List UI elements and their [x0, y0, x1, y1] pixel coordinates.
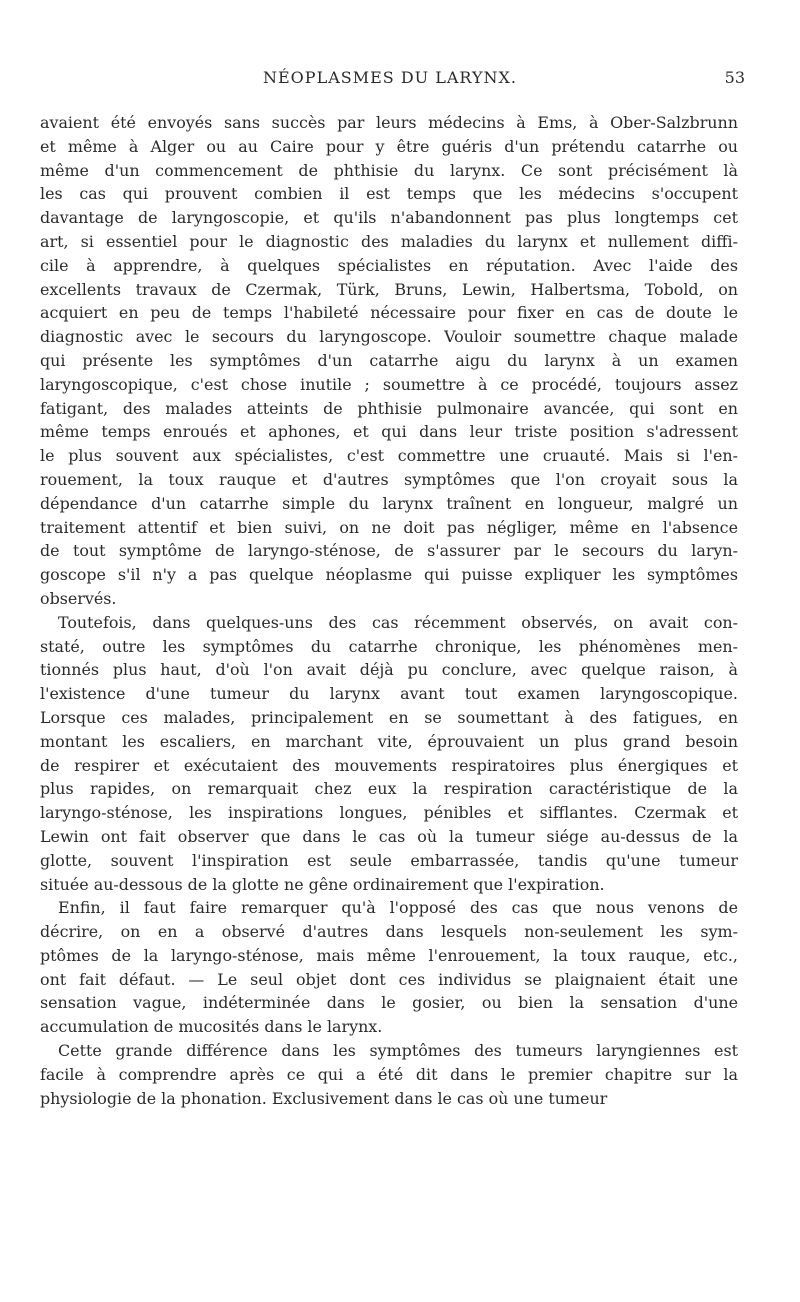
text-line: de tout symptôme de laryngo-sténose, de s'assurer par le secours du laryn- [40, 541, 738, 561]
text-line: art, si essentiel pour le diagnostic des maladies du larynx et nullement diffi- [40, 231, 738, 251]
text-line: située au-dessous de la glotte ne gêne ordinairement que l'expiration. [40, 874, 605, 894]
text-line: l'existence d'une tumeur du larynx avant tout examen laryngoscopique. [40, 684, 738, 704]
text-line: rouement, la toux rauque et d'autres symptômes que l'on croyait sous la [40, 469, 738, 489]
text-line: cile à apprendre, à quelques spécialistes en réputation. Avec l'aide des [40, 255, 738, 275]
text-line: les cas qui prouvent combien il est temps que les médecins s'occupent [40, 184, 738, 204]
text-line: Lewin ont fait observer que dans le cas où la tumeur siége au-dessus de la [40, 826, 738, 846]
text-line: fatigant, des malades atteints de phthisie pulmonaire avancée, qui sont en [40, 398, 738, 418]
text-line: et même à Alger ou au Caire pour y être guéris d'un prétendu catarrhe ou [40, 136, 738, 156]
text-line: staté, outre les symptômes du catarrhe chronique, les phénomènes men- [40, 636, 738, 656]
text-line: dépendance d'un catarrhe simple du larynx traînent en longueur, malgré un [40, 493, 738, 513]
text-line: davantage de laryngoscopie, et qu'ils n'abandonnent pas plus longtemps cet [40, 208, 738, 228]
text-line: sensation vague, indéterminée dans le gosier, ou bien la sensation d'une [40, 993, 738, 1013]
text-line: montant les escaliers, en marchant vite, éprouvaient un plus grand besoin [40, 731, 738, 751]
text-line: même d'un commencement de phthisie du larynx. Ce sont précisément là [40, 160, 738, 180]
running-title: NÉOPLASMES DU LARYNX. [263, 68, 517, 87]
paragraph [40, 1039, 738, 1110]
text-line: accumulation de mucosités dans le larynx. [40, 1017, 383, 1037]
text-line: le plus souvent aux spécialistes, c'est commettre une cruauté. Mais si l'en- [40, 446, 738, 466]
text-line: facile à comprendre après ce qui a été dit dans le premier chapitre sur la [40, 1064, 738, 1084]
text-line: goscope s'il n'y a pas quelque néoplasme qui puisse expliquer les symptômes [40, 565, 738, 585]
text-line: laryngo-sténose, les inspirations longues, pénibles et sifflantes. Czermak et [40, 803, 738, 823]
text-line: Enfin, il faut faire remarquer qu'à l'opposé des cas que nous venons de [58, 898, 738, 918]
text-line: décrire, on en a observé d'autres dans lesquels non-seulement les sym- [40, 922, 738, 942]
text-line: traitement attentif et bien suivi, on ne doit pas négliger, même en l'absence [40, 517, 738, 537]
text-line: même temps enroués et aphones, et qui dans leur triste position s'adressent [40, 422, 738, 442]
page-header [40, 68, 745, 92]
text-line: laryngoscopique, c'est chose inutile ; soumettre à ce procédé, toujours assez [40, 374, 738, 394]
text-line: tionnés plus haut, d'où l'on avait déjà pu conclure, avec quelque raison, à [40, 660, 738, 680]
paragraph [40, 111, 738, 611]
text-line: ont fait défaut. — Le seul objet dont ces individus se plaignaient était une [40, 969, 738, 989]
text-line: plus rapides, on remarquait chez eux la respiration caractéristique de la [40, 779, 738, 799]
text-line: Lorsque ces malades, principalement en se soumettant à des fatigues, en [40, 707, 738, 727]
text-line: diagnostic avec le secours du laryngoscope. Vouloir soumettre chaque malade [40, 327, 738, 347]
text-line: ptômes de la laryngo-sténose, mais même l'enrouement, la toux rauque, etc., [40, 945, 738, 965]
body-text [40, 111, 738, 1110]
text-line: Toutefois, dans quelques-uns des cas récemment observés, on avait con- [58, 612, 738, 632]
text-line: avaient été envoyés sans succès par leurs médecins à Ems, à Ober-Salzbrunn [40, 113, 738, 132]
text-line: Cette grande différence dans les symptômes des tumeurs laryngiennes est [58, 1041, 738, 1061]
text-line: qui présente les symptômes d'un catarrhe aigu du larynx à un examen [40, 350, 738, 370]
text-line: observés. [40, 588, 117, 608]
paragraph [40, 611, 738, 897]
text-line: glotte, souvent l'inspiration est seule embarrassée, tandis qu'une tumeur [40, 850, 738, 870]
text-line: excellents travaux de Czermak, Türk, Bruns, Lewin, Halbertsma, Tobold, on [40, 279, 738, 299]
page-number: 53 [724, 68, 745, 87]
paragraph [40, 896, 738, 1039]
text-line: acquiert en peu de temps l'habileté nécessaire pour fixer en cas de doute le [40, 303, 738, 323]
text-line: physiologie de la phonation. Exclusivement dans le cas où une tumeur [40, 1088, 608, 1108]
text-line: de respirer et exécutaient des mouvements respiratoires plus énergiques et [40, 755, 738, 775]
